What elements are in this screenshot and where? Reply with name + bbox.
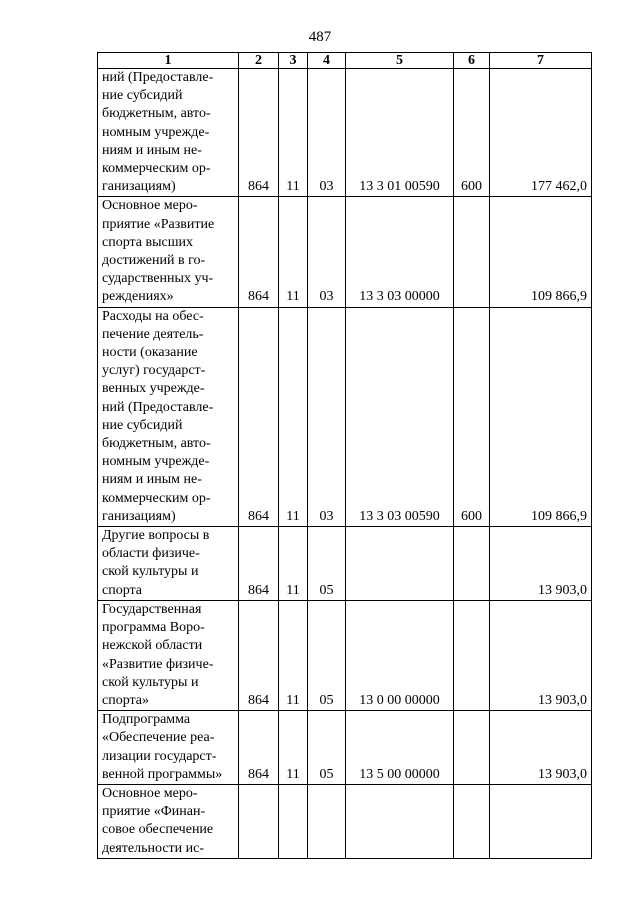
- name-line: «Развитие физиче-: [102, 656, 214, 672]
- header-col-4: 4: [308, 53, 346, 69]
- section-code-cell: 11: [279, 600, 308, 710]
- name-line: номным учрежде-: [102, 124, 210, 140]
- ministry-code-cell: 864: [239, 69, 279, 197]
- name-line: спорта: [102, 582, 143, 598]
- row-name-cell: [98, 527, 239, 601]
- name-line: сударственных уч-: [102, 271, 214, 287]
- name-line: Основное меро-: [102, 785, 198, 801]
- ministry-code-cell: 864: [239, 197, 279, 307]
- name-line: коммерческим ор-: [102, 161, 211, 177]
- subsection-code-cell: 03: [308, 69, 346, 197]
- name-line: приятие «Финан-: [102, 804, 206, 820]
- name-line: бюджетным, авто-: [102, 436, 211, 452]
- table-row: [98, 69, 592, 197]
- name-line: ние субсидий: [102, 417, 183, 433]
- name-line: достижений в го-: [102, 253, 206, 269]
- amount-cell: 13 903,0: [490, 600, 592, 710]
- table-row: [98, 197, 592, 307]
- ministry-code-cell: [239, 784, 279, 858]
- section-code-cell: 11: [279, 711, 308, 785]
- amount-cell: 109 866,9: [490, 307, 592, 526]
- name-line: ности (оказание: [102, 345, 198, 361]
- header-col-5: 5: [346, 53, 454, 69]
- header-col-7: 7: [490, 53, 592, 69]
- name-line: номным учрежде-: [102, 454, 210, 470]
- expense-type-cell: [454, 711, 490, 785]
- row-name-cell: [98, 69, 239, 197]
- row-name-cell: [98, 600, 239, 710]
- header-row: [98, 53, 592, 69]
- name-line: спорта»: [102, 692, 150, 708]
- expense-type-cell: 600: [454, 69, 490, 197]
- name-line: ниям и иным не-: [102, 142, 202, 158]
- section-code-cell: 11: [279, 197, 308, 307]
- subsection-code-cell: 05: [308, 711, 346, 785]
- target-article-cell: 13 5 00 00000: [346, 711, 454, 785]
- ministry-code-cell: 864: [239, 600, 279, 710]
- section-code-cell: [279, 784, 308, 858]
- name-line: услуг) государст-: [102, 363, 206, 379]
- ministry-code-cell: 864: [239, 527, 279, 601]
- table-row: [98, 527, 592, 601]
- budget-table: [97, 52, 592, 859]
- expense-type-cell: [454, 197, 490, 307]
- header-col-3: 3: [279, 53, 308, 69]
- section-code-cell: 11: [279, 69, 308, 197]
- amount-cell: 177 462,0: [490, 69, 592, 197]
- name-line: бюджетным, авто-: [102, 106, 211, 122]
- header-col-6: 6: [454, 53, 490, 69]
- name-line: ганизациям): [102, 508, 176, 524]
- table-row: [98, 600, 592, 710]
- name-line: ской культуры и: [102, 674, 199, 690]
- subsection-code-cell: [308, 784, 346, 858]
- amount-cell: [490, 784, 592, 858]
- row-name-cell: [98, 307, 239, 526]
- subsection-code-cell: 03: [308, 197, 346, 307]
- subsection-code-cell: 05: [308, 600, 346, 710]
- ministry-code-cell: 864: [239, 711, 279, 785]
- name-line: венной программы»: [102, 766, 223, 782]
- name-line: лизации государст-: [102, 748, 217, 764]
- name-line: Подпрограмма: [102, 712, 191, 728]
- expense-type-cell: [454, 527, 490, 601]
- table-body: [98, 69, 592, 859]
- name-line: Основное меро-: [102, 198, 198, 214]
- name-line: спорта высших: [102, 234, 194, 250]
- name-line: печение деятель-: [102, 326, 204, 342]
- target-article-cell: 13 3 01 00590: [346, 69, 454, 197]
- section-code-cell: 11: [279, 527, 308, 601]
- name-line: области физиче-: [102, 546, 200, 562]
- name-line: Расходы на обес-: [102, 308, 204, 324]
- table-row: [98, 307, 592, 526]
- amount-cell: 109 866,9: [490, 197, 592, 307]
- name-line: венных учрежде-: [102, 381, 205, 397]
- amount-cell: 13 903,0: [490, 527, 592, 601]
- header-col-2: 2: [239, 53, 279, 69]
- expense-type-cell: 600: [454, 307, 490, 526]
- subsection-code-cell: 03: [308, 307, 346, 526]
- name-line: совое обеспечение: [102, 822, 214, 838]
- page-number: 487: [308, 29, 332, 45]
- target-article-cell: [346, 527, 454, 601]
- header-col-1: 1: [98, 53, 239, 69]
- section-code-cell: 11: [279, 307, 308, 526]
- expense-type-cell: [454, 600, 490, 710]
- name-line: ний (Предоставле-: [102, 70, 214, 85]
- name-line: реждениях»: [102, 289, 174, 305]
- amount-cell: 13 903,0: [490, 711, 592, 785]
- target-article-cell: 13 3 03 00000: [346, 197, 454, 307]
- expense-type-cell: [454, 784, 490, 858]
- name-line: ний (Предоставле-: [102, 399, 214, 415]
- target-article-cell: [346, 784, 454, 858]
- target-article-cell: 13 3 03 00590: [346, 307, 454, 526]
- row-name-cell: [98, 711, 239, 785]
- table-row: [98, 711, 592, 785]
- name-line: приятие «Развитие: [102, 216, 215, 232]
- name-line: программа Воро-: [102, 620, 205, 636]
- table-row: [98, 784, 592, 858]
- row-name-cell: [98, 784, 239, 858]
- name-line: Государственная: [102, 601, 202, 617]
- name-line: ниям и иным не-: [102, 472, 202, 488]
- name-line: «Обеспечение реа-: [102, 730, 215, 746]
- name-line: ганизациям): [102, 179, 176, 195]
- subsection-code-cell: 05: [308, 527, 346, 601]
- name-line: деятельности ис-: [102, 840, 205, 856]
- name-line: ние субсидий: [102, 88, 183, 104]
- ministry-code-cell: 864: [239, 307, 279, 526]
- row-name-cell: [98, 197, 239, 307]
- target-article-cell: 13 0 00 00000: [346, 600, 454, 710]
- name-line: Другие вопросы в: [102, 528, 210, 544]
- name-line: ской культуры и: [102, 564, 199, 580]
- name-line: коммерческим ор-: [102, 490, 211, 506]
- name-line: нежской области: [102, 638, 203, 654]
